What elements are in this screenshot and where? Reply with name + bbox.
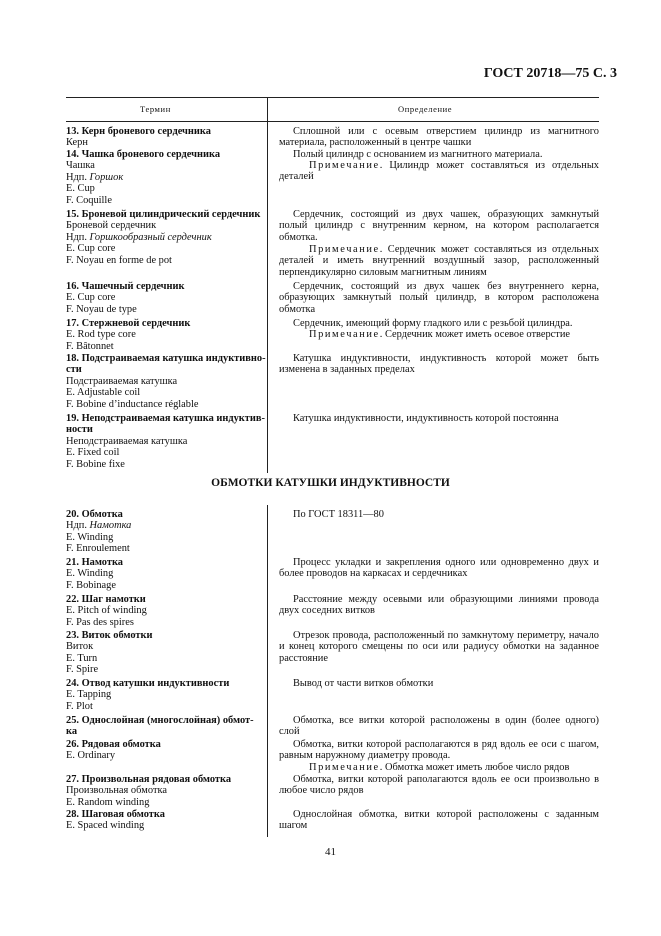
column-header-term: Термин [140, 104, 171, 114]
definition-13: Сплошной или с осевым отверстием цилиндр из магнитного материала, расположенный в центре чашки [279, 126, 599, 149]
note-14: Примечание. Цилиндр может составляться из отдельных деталей [279, 160, 599, 183]
term-entry-20: 20. Обмотка Ндп. Намотка E. Winding F. Enroulement [66, 509, 132, 555]
term-entry-14: 14. Чашка броневого сердечника Чашка Ндп. Горшок E. Cup F. Coquille [66, 149, 221, 206]
term-entry-27: 27. Произвольная рядовая обмотка Произвольная обмотка E. Random winding [66, 774, 232, 808]
definition-23: Отрезок провода, расположенный по замкнутому периметру, начало и конец которого смещены по оси или радиусу обмотки на заданное расстояние [279, 630, 599, 664]
definition-17: Сердечник, имеющий форму гладкого или с резьбой цилиндра. [293, 318, 573, 329]
definition-28: Однослойная обмотка, витки которой расположены с заданным шагом [279, 809, 599, 832]
deprecated-term: Намотка [89, 520, 132, 532]
term-entry-21: 21. Намотка E. Winding F. Bobinage [66, 557, 123, 591]
definition-20: По ГОСТ 18311—80 [293, 509, 384, 520]
section-title: ОБМОТКИ КАТУШКИ ИНДУКТИВНОСТИ [211, 477, 450, 489]
term-entry-19: 19. Неподстраиваемая катушка индуктив- ности Неподстраиваемая катушка E. Fixed coil F. Bobine fixe [66, 413, 265, 470]
term-entry-23: 23. Виток обмотки Виток E. Turn F. Spire [66, 630, 153, 676]
definition-21: Процесс укладки и закрепления одного или одновременно двух и более проводов на каркасах и сердечниках [279, 557, 599, 580]
table-header-rule [66, 121, 599, 122]
page-header: ГОСТ 20718—75 С. 3 [483, 66, 617, 81]
term-entry-15: 15. Броневой цилиндрический сердечник Броневой сердечник Ндп. Горшкообразный сердечник E. Cup core F. Noyau en forme de pot [66, 209, 261, 266]
column-header-separator [267, 97, 268, 121]
definition-27: Обмотка, витки которой раполагаются вдоль ее оси произвольно в любое число рядов [279, 774, 599, 797]
definition-14: Полый цилиндр с основанием из магнитного материала. [293, 149, 543, 160]
definition-24: Вывод от части витков обмотки [293, 678, 434, 689]
term-entry-22: 22. Шаг намотки E. Pitch of winding F. Pas des spires [66, 594, 147, 628]
term-entry-13: 13. Керн броневого сердечника Керн [66, 126, 211, 149]
term-entry-16: 16. Чашечный сердечник E. Cup core F. Noyau de type [66, 281, 185, 315]
definition-19: Катушка индуктивности, индуктивность которой постоянна [293, 413, 559, 424]
definition-16: Сердечник, состоящий из двух чашек без внутреннего керна, образующих замкнутый полый цилиндр, в котором расположена обмотка [279, 281, 599, 315]
term-entry-26: 26. Рядовая обмотка E. Ordinary [66, 739, 161, 762]
term-entry-18: 18. Подстраиваемая катушка индуктивно- сти Подстраиваемая катушка E. Adjustable coil F. Bobine d’inductance réglable [66, 353, 266, 410]
term-entry-28: 28. Шаговая обмотка E. Spaced winding [66, 809, 165, 832]
note-26: Примечание. Обмотка может иметь любое число рядов [309, 762, 570, 773]
term-entry-25: 25. Однослойная (многослойная) обмот- ка [66, 715, 254, 738]
definition-25: Обмотка, все витки которой расположены в один (более одного) слой [279, 715, 599, 738]
note-17: Примечание. Сердечник может иметь осевое отверстие [309, 329, 570, 340]
note-15: Примечание. Сердечник может составляться из отдельных деталей и иметь внутренний воздушный зазор, расположенный перпендикулярно силовым магнитным линиям [279, 244, 599, 278]
definition-18: Катушка индуктивности, индуктивность которой может быть изменена в заданных пределах [279, 353, 599, 376]
page-number: 41 [325, 846, 336, 858]
column-header-definition: Определение [398, 104, 453, 114]
definition-22: Расстояние между осевыми или образующими линиями провода двух соседних витков [279, 594, 599, 617]
definition-15: Сердечник, состоящий из двух чашек, образующих замкнутый полый цилиндр с внутренним керном, на котором располагается обмотка. [279, 209, 599, 243]
table-top-rule [66, 97, 599, 98]
deprecated-term: Горшкообразный сердечник [89, 231, 212, 243]
deprecated-term: Горшок [89, 171, 124, 183]
definition-26: Обмотка, витки которой располагаются в ряд вдоль ее оси с шагом, равным наружному диаметру провода. [279, 739, 599, 762]
term-entry-24: 24. Отвод катушки индуктивности E. Tapping F. Plot [66, 678, 230, 712]
term-entry-17: 17. Стержневой сердечник E. Rod type core F. Bâtonnet [66, 318, 191, 352]
